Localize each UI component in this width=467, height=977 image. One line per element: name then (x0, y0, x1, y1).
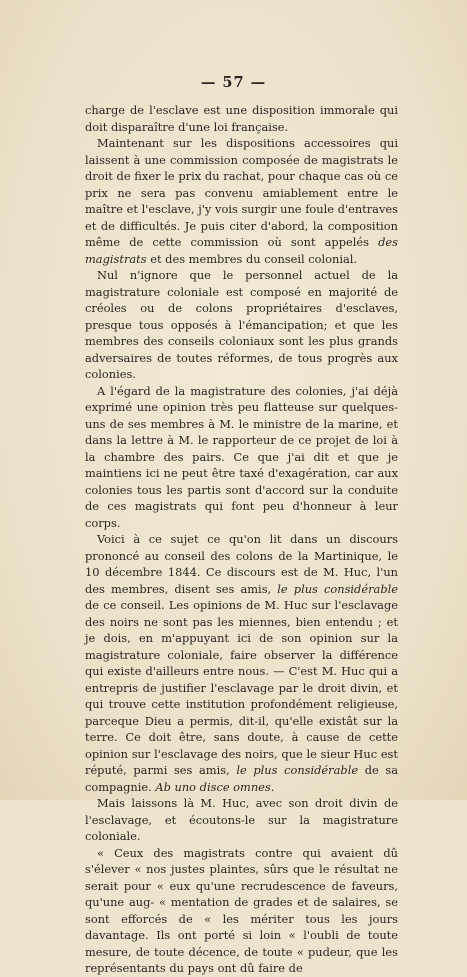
italic-text: Ab uno disce omnes. (155, 779, 275, 794)
text-run: de ce conseil. Les opinions de M. Huc sur l'esclavage des noirs ne sont pas les miennes, bien entendu ; et je dois, en m'appuyant ici de son opinion sur la magistrature coloniale, faire observer la différence qui existe d'ailleurs entre nous. — C'est M. Huc qui a entrepris de justifier l'esclavage par le droit divin, et qui trouve cette institution profondément religieuse, parceque Dieu a permis, dit-il, qu'elle existât sur la terre. Ce doit être, sans doute, à cause de cette opinion sur l'esclavage des noirs, que le sieur Huc est réputé, parmi ses amis, (85, 598, 398, 777)
text-run: Mais laissons là M. Huc, avec son droit divin de l'esclavage, et écoutons-le sur la magistrature coloniale. (85, 796, 398, 843)
text-run: Nul n'ignore que le personnel actuel de la magistrature coloniale est composé en majorité de créoles ou de colons propriétaires d'esclaves, presque tous opposés à l'émancipation; et que les membres des conseils coloniaux sont les plus grands adversaires de toutes réformes, de tous progrès aux colonies. (85, 268, 398, 381)
body-text (85, 102, 398, 977)
text-run: charge de l'esclave est une disposition immorale qui doit disparaître d'une loi française. (85, 103, 398, 134)
paragraph (85, 102, 398, 135)
quote-paragraph (85, 845, 398, 977)
paragraph (85, 135, 398, 267)
paragraph (85, 267, 398, 383)
text-run: et des membres du conseil colonial. (146, 251, 358, 266)
text-run: de sa compagnie. (85, 763, 399, 794)
paragraph (85, 383, 398, 532)
italic-text: le plus considérable (236, 763, 359, 777)
text-run: A l'égard de la magistrature des colonies, j'ai déjà exprimé une opinion très peu flatteuse sur quelques-uns de ses membres à M. le ministre de la marine, et dans la lettre à M. le rapporteur de ce projet de loi à la chambre des pairs. Ce que j'ai dit et que je maintiens ici ne peut être taxé d'exagération, car aux colonies tous les partis sont d'accord sur la conduite de ces magistrats qui font peu d'honneur à leur corps. (85, 383, 398, 530)
italic-text: des magistrats (85, 235, 398, 266)
text-run: Voici à ce sujet ce qu'on lit dans un discours prononcé au conseil des colons de la Martinique, le 10 décembre 1844. Ce discours est de M. Huc, l'un des membres, disent ses amis, (85, 532, 398, 596)
paragraph (85, 795, 398, 845)
page-number: — 57 — (200, 74, 267, 91)
text-run: Maintenant sur les dispositions accessoires qui laissent à une commission composée de magistrats le droit de fixer le prix du rachat, pour chaque cas où ce prix ne sera pas convenu amiablement entre le maître et l'esclave, j'y vois surgir une foule d'entraves et de difficultés. Je puis citer d'abord, la composition même de cette commission où sont appelés (85, 136, 398, 249)
paragraph (85, 531, 398, 795)
italic-text: le plus considérable (277, 581, 399, 596)
text-run: « Ceux des magistrats contre qui avaient dû s'élever « nos justes plaintes, sûrs que le résultat ne serait pour « eux qu'une recrudescence de faveurs, qu'une aug- « mentation de grades et de salaires, se sont efforcés de « les mériter tous les jours davantage. Ils ont porté si loin « l'oubli de toute mesure, de toute décence, de toute « pudeur, que les représentants du pays ont dû faire de (85, 845, 398, 975)
